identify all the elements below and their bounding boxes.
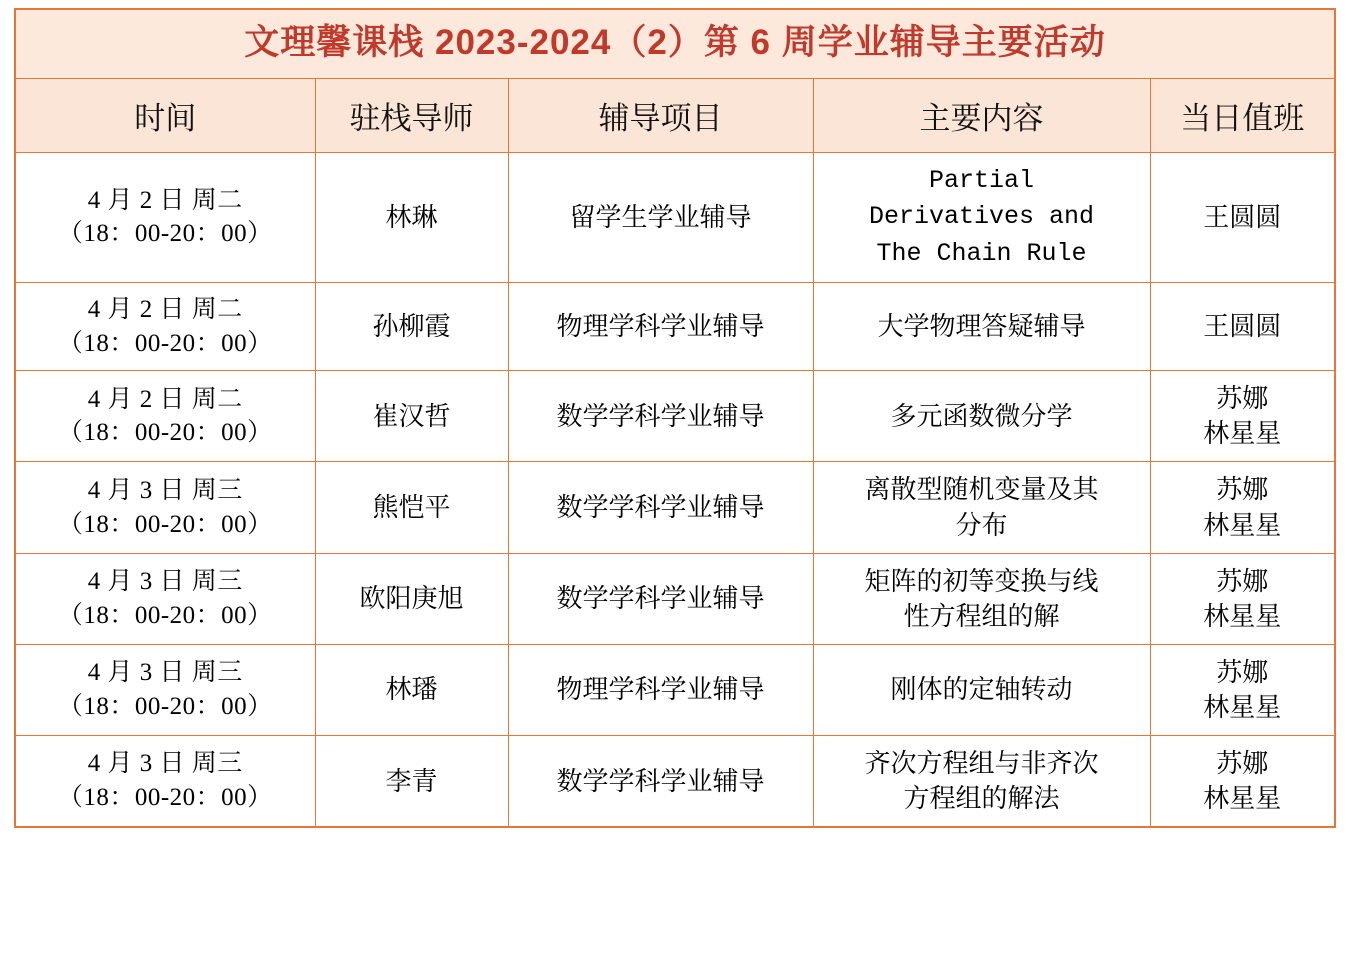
content-line: 离散型随机变量及其 xyxy=(864,475,1099,505)
content-line: Partial xyxy=(928,166,1035,195)
header-row xyxy=(15,79,1335,153)
cell-project: 留学生学业辅导 xyxy=(508,153,813,283)
table-row xyxy=(15,282,1335,371)
schedule-table xyxy=(14,8,1336,828)
cell-project: 数学学科学业辅导 xyxy=(508,371,813,462)
content-line: 矩阵的初等变换与线 xyxy=(864,566,1099,596)
table-row xyxy=(15,371,1335,462)
content-line: 刚体的定轴转动 xyxy=(890,675,1073,705)
table-row xyxy=(15,553,1335,644)
content-line: Derivatives and xyxy=(868,202,1095,232)
cell-mentor: 崔汉哲 xyxy=(315,371,508,462)
duty-line: 王圆圆 xyxy=(1203,311,1282,341)
duty-line: 苏娜 xyxy=(1216,384,1269,414)
table-row xyxy=(15,462,1335,553)
cell-project: 数学学科学业辅导 xyxy=(508,553,813,644)
cell-time xyxy=(15,153,315,283)
table-row xyxy=(15,153,1335,283)
time-range: （18：00-20：00） xyxy=(57,329,273,357)
column-header-content: 主要内容 xyxy=(813,79,1150,153)
content-line: 性方程组的解 xyxy=(903,601,1060,631)
duty-line: 王圆圆 xyxy=(1203,202,1282,232)
duty-line: 林星星 xyxy=(1203,784,1282,814)
cell-duty xyxy=(1150,282,1335,371)
time-range: （18：00-20：00） xyxy=(57,601,273,629)
cell-duty xyxy=(1150,644,1335,735)
cell-content xyxy=(813,736,1150,828)
cell-time xyxy=(15,371,315,462)
column-header-project: 辅导项目 xyxy=(508,79,813,153)
time-range: （18：00-20：00） xyxy=(57,419,273,447)
cell-project: 数学学科学业辅导 xyxy=(508,462,813,553)
page-title xyxy=(15,9,1335,79)
cell-duty xyxy=(1150,153,1335,283)
cell-project: 数学学科学业辅导 xyxy=(508,736,813,828)
duty-line: 林星星 xyxy=(1203,601,1282,631)
time-date: 4 月 3 日 周三 xyxy=(87,476,243,504)
cell-duty xyxy=(1150,736,1335,828)
cell-mentor: 孙柳霞 xyxy=(315,282,508,371)
time-date: 4 月 2 日 周二 xyxy=(87,385,243,413)
cell-mentor: 林璠 xyxy=(315,644,508,735)
time-date: 4 月 3 日 周三 xyxy=(87,659,243,687)
column-header-time: 时间 xyxy=(15,79,315,153)
duty-line: 苏娜 xyxy=(1216,749,1269,778)
time-range: （18：00-20：00） xyxy=(57,510,273,538)
cell-time xyxy=(15,644,315,735)
page-title-text: 文理馨课栈 2023-2024（2）第 6 周学业辅导主要活动 xyxy=(244,23,1106,62)
content-line: 方程组的解法 xyxy=(903,784,1060,814)
cell-content xyxy=(813,462,1150,553)
time-date: 4 月 3 日 周三 xyxy=(87,750,243,778)
cell-project: 物理学科学业辅导 xyxy=(508,282,813,371)
cell-content xyxy=(813,644,1150,735)
cell-time xyxy=(15,736,315,828)
cell-project: 物理学科学业辅导 xyxy=(508,644,813,735)
content-line: The Chain Rule xyxy=(876,238,1087,268)
table-row xyxy=(15,644,1335,735)
cell-mentor: 熊恺平 xyxy=(315,462,508,553)
cell-duty xyxy=(1150,462,1335,553)
duty-line: 苏娜 xyxy=(1216,657,1269,687)
duty-line: 林星星 xyxy=(1203,510,1282,540)
cell-content xyxy=(813,282,1150,371)
cell-content xyxy=(813,153,1150,283)
time-range: （18：00-20：00） xyxy=(57,220,273,248)
time-date: 4 月 2 日 周二 xyxy=(87,186,243,214)
time-range: （18：00-20：00） xyxy=(57,692,273,720)
cell-mentor: 林琳 xyxy=(315,153,508,283)
table-row xyxy=(15,736,1335,828)
time-date: 4 月 3 日 周三 xyxy=(87,567,243,595)
time-range: （18：00-20：00） xyxy=(57,784,273,812)
cell-mentor: 李青 xyxy=(315,736,508,828)
cell-duty xyxy=(1150,553,1335,644)
duty-line: 林星星 xyxy=(1203,692,1282,722)
content-line: 分布 xyxy=(955,510,1008,540)
column-header-duty: 当日值班 xyxy=(1150,79,1335,153)
column-header-mentor: 驻栈导师 xyxy=(315,79,508,153)
cell-time xyxy=(15,282,315,371)
cell-time xyxy=(15,553,315,644)
cell-content xyxy=(813,371,1150,462)
duty-line: 苏娜 xyxy=(1216,566,1269,596)
cell-time xyxy=(15,462,315,553)
title-row xyxy=(15,9,1335,79)
content-line: 大学物理答疑辅导 xyxy=(877,311,1086,341)
duty-line: 林星星 xyxy=(1203,419,1282,449)
cell-duty xyxy=(1150,371,1335,462)
content-line: 多元函数微分学 xyxy=(890,401,1073,431)
time-date: 4 月 2 日 周二 xyxy=(87,295,243,323)
content-line: 齐次方程组与非齐次 xyxy=(864,749,1099,778)
cell-content xyxy=(813,553,1150,644)
duty-line: 苏娜 xyxy=(1216,475,1269,505)
cell-mentor: 欧阳庚旭 xyxy=(315,553,508,644)
